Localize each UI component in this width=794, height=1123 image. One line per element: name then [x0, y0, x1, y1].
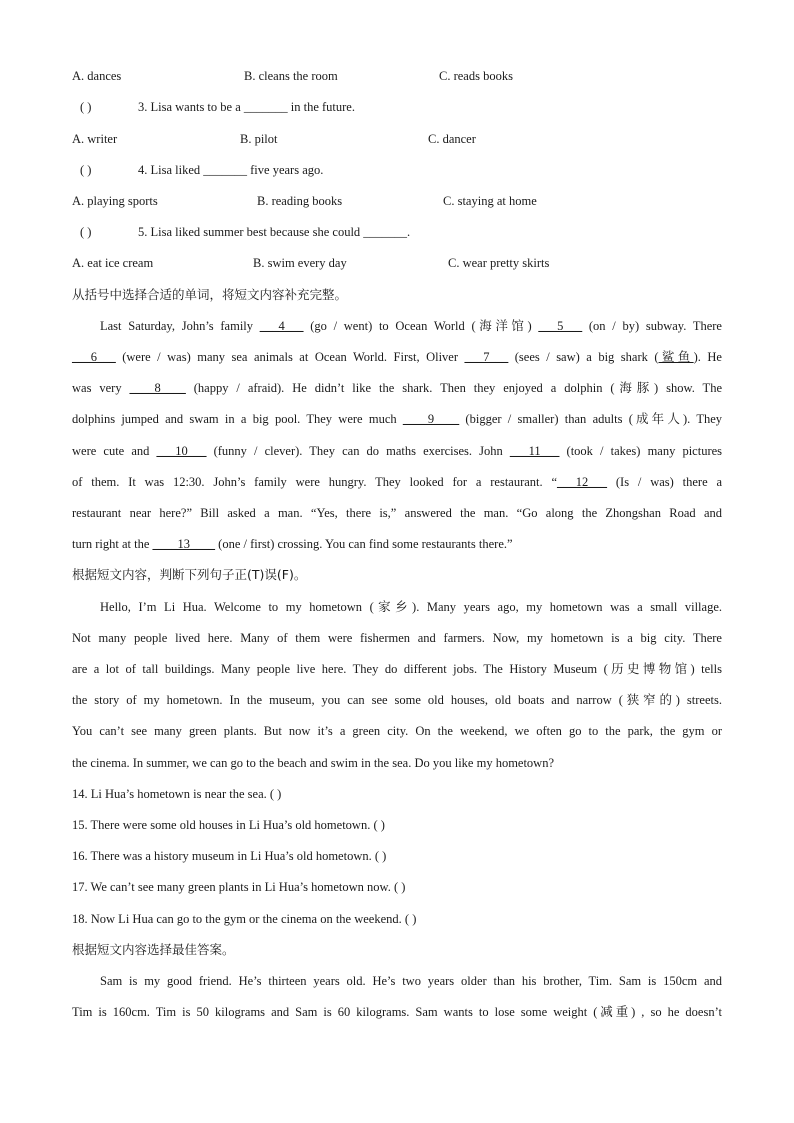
q3-answer-paren[interactable]: ( ) — [80, 100, 92, 114]
passage1-line-3: was very ____8____ (happy / afraid). He didn’t like the shark. Then they enjoyed a dolphin (海豚) show. The — [72, 381, 722, 395]
blank-9[interactable]: ____9____ — [402, 412, 460, 426]
tf-answer-paren-15[interactable]: ( ) — [373, 818, 385, 832]
q4-option-b[interactable]: B. reading books — [257, 194, 343, 208]
q5-option-a[interactable]: A. eat ice cream — [72, 256, 154, 270]
blank-6[interactable]: ___6___ — [72, 350, 116, 364]
blank-4[interactable]: ___4___ — [259, 319, 304, 333]
passage2-line-5: You can’t see many green plants. But now it’s a green city. On the weekend, we often go to the park, the gym or — [72, 724, 722, 738]
q3-option-b[interactable]: B. pilot — [240, 132, 278, 146]
tf-question-14: 14. Li Hua’s hometown is near the sea. ( ) — [72, 787, 282, 801]
q2-option-b[interactable]: B. cleans the room — [244, 69, 338, 83]
tf-question-15: 15. There were some old houses in Li Hua’s old hometown. ( ) — [72, 818, 385, 832]
section2-heading: 从括号中选择合适的单词，将短文内容补充完整。 — [72, 287, 348, 302]
blank-5[interactable]: ___5___ — [538, 319, 583, 333]
passage2-line-3: are a lot of tall buildings. Many people live here. They do different jobs. The History Museum (历史博物馆) tells — [72, 662, 722, 676]
passage1-line-4: dolphins jumped and swam in a big pool. They were much ____9____ (bigger / smaller) than adults (成年人). They — [72, 412, 722, 426]
blank-12[interactable]: ___12___ — [557, 475, 608, 489]
section4-heading: 根据短文内容选择最佳答案。 — [72, 942, 235, 957]
blank-11[interactable]: ___11___ — [509, 444, 560, 458]
passage2-line-1: Hello, I’m Li Hua. Welcome to my hometown (家乡). Many years ago, my hometown was a small village. — [100, 600, 722, 614]
passage3-line-1: Sam is my good friend. He’s thirteen years old. He’s two years older than his brother, Tim. Sam is 150cm and — [100, 974, 722, 988]
q5-answer-paren[interactable]: ( ) — [80, 225, 92, 239]
q4-text: 4. Lisa liked _______ five years ago. — [138, 163, 324, 177]
tf-question-18: 18. Now Li Hua can go to the gym or the cinema on the weekend. ( ) — [72, 912, 417, 926]
passage1-line-6: of them. It was 12:30. John’s family were hungry. They looked for a restaurant. “___12___ (Is / was) there a — [72, 475, 722, 489]
q4-answer-paren[interactable]: ( ) — [80, 163, 92, 177]
blank-10[interactable]: ___10___ — [156, 444, 207, 458]
tf-answer-paren-18[interactable]: ( ) — [404, 912, 417, 926]
tf-answer-paren-14[interactable]: ( ) — [269, 787, 282, 801]
passage2-line-2: Not many people lived here. Many of them were fishermen and farmers. Now, my hometown is a big city. There — [72, 631, 722, 645]
passage1-line-5: were cute and ___10___ (funny / clever). They can do maths exercises. John ___11___ (took / takes) many pictures — [72, 444, 723, 458]
section3-heading: 根据短文内容，判断下列句子正(T)误(F)。 — [72, 567, 307, 582]
q2-option-a[interactable]: A. dances — [72, 69, 122, 83]
blank-8[interactable]: ____8____ — [129, 381, 186, 395]
passage2-line-6: the cinema. In summer, we can go to the beach and swim in the sea. Do you like my hometown? — [72, 756, 555, 770]
passage1-line-1: Last Saturday, John’s family ___4___ (go / went) to Ocean World (海洋馆) ___5___ (on / by) subway. There — [100, 319, 722, 333]
passage1-line-7: restaurant near here?” Bill asked a man. “Yes, there is,” answered the man. “Go along the Zhongshan Road and — [72, 506, 722, 520]
q2-option-c[interactable]: C. reads books — [439, 69, 513, 83]
blank-7[interactable]: ___7___ — [464, 350, 509, 364]
q4-option-c[interactable]: C. staying at home — [443, 194, 537, 208]
q3-option-a[interactable]: A. writer — [72, 132, 118, 146]
tf-question-16: 16. There was a history museum in Li Hua’s old hometown. ( ) — [72, 849, 387, 863]
q3-text: 3. Lisa wants to be a _______ in the future. — [138, 100, 355, 114]
q4-option-a[interactable]: A. playing sports — [72, 194, 158, 208]
q3-option-c[interactable]: C. dancer — [428, 132, 476, 146]
passage1-line-2: ___6___ (were / was) many sea animals at Ocean World. First, Oliver ___7___ (sees / saw) a big shark (鲨鱼). He — [72, 350, 722, 364]
tf-answer-paren-17[interactable]: ( ) — [393, 880, 406, 894]
shark-chinese: 鲨鱼 — [658, 350, 694, 364]
blank-13[interactable]: ____13____ — [152, 537, 216, 551]
passage2-line-4: the story of my hometown. In the museum, you can see some old houses, old boats and narrow (狭窄的) streets. — [72, 693, 722, 707]
passage3-line-2: Tim is 160cm. Tim is 50 kilograms and Sam is 60 kilograms. Sam wants to lose some weight (减重) , so he doesn’t — [72, 1005, 722, 1019]
passage1-line-8: turn right at the ____13____ (one / first) crossing. You can find some restaurants there.” — [72, 537, 513, 551]
q5-option-c[interactable]: C. wear pretty skirts — [448, 256, 550, 270]
q5-option-b[interactable]: B. swim every day — [253, 256, 347, 270]
tf-question-17: 17. We can’t see many green plants in Li Hua’s hometown now. ( ) — [72, 880, 406, 894]
q5-text: 5. Lisa liked summer best because she could _______. — [138, 225, 411, 239]
tf-answer-paren-16[interactable]: ( ) — [374, 849, 387, 863]
